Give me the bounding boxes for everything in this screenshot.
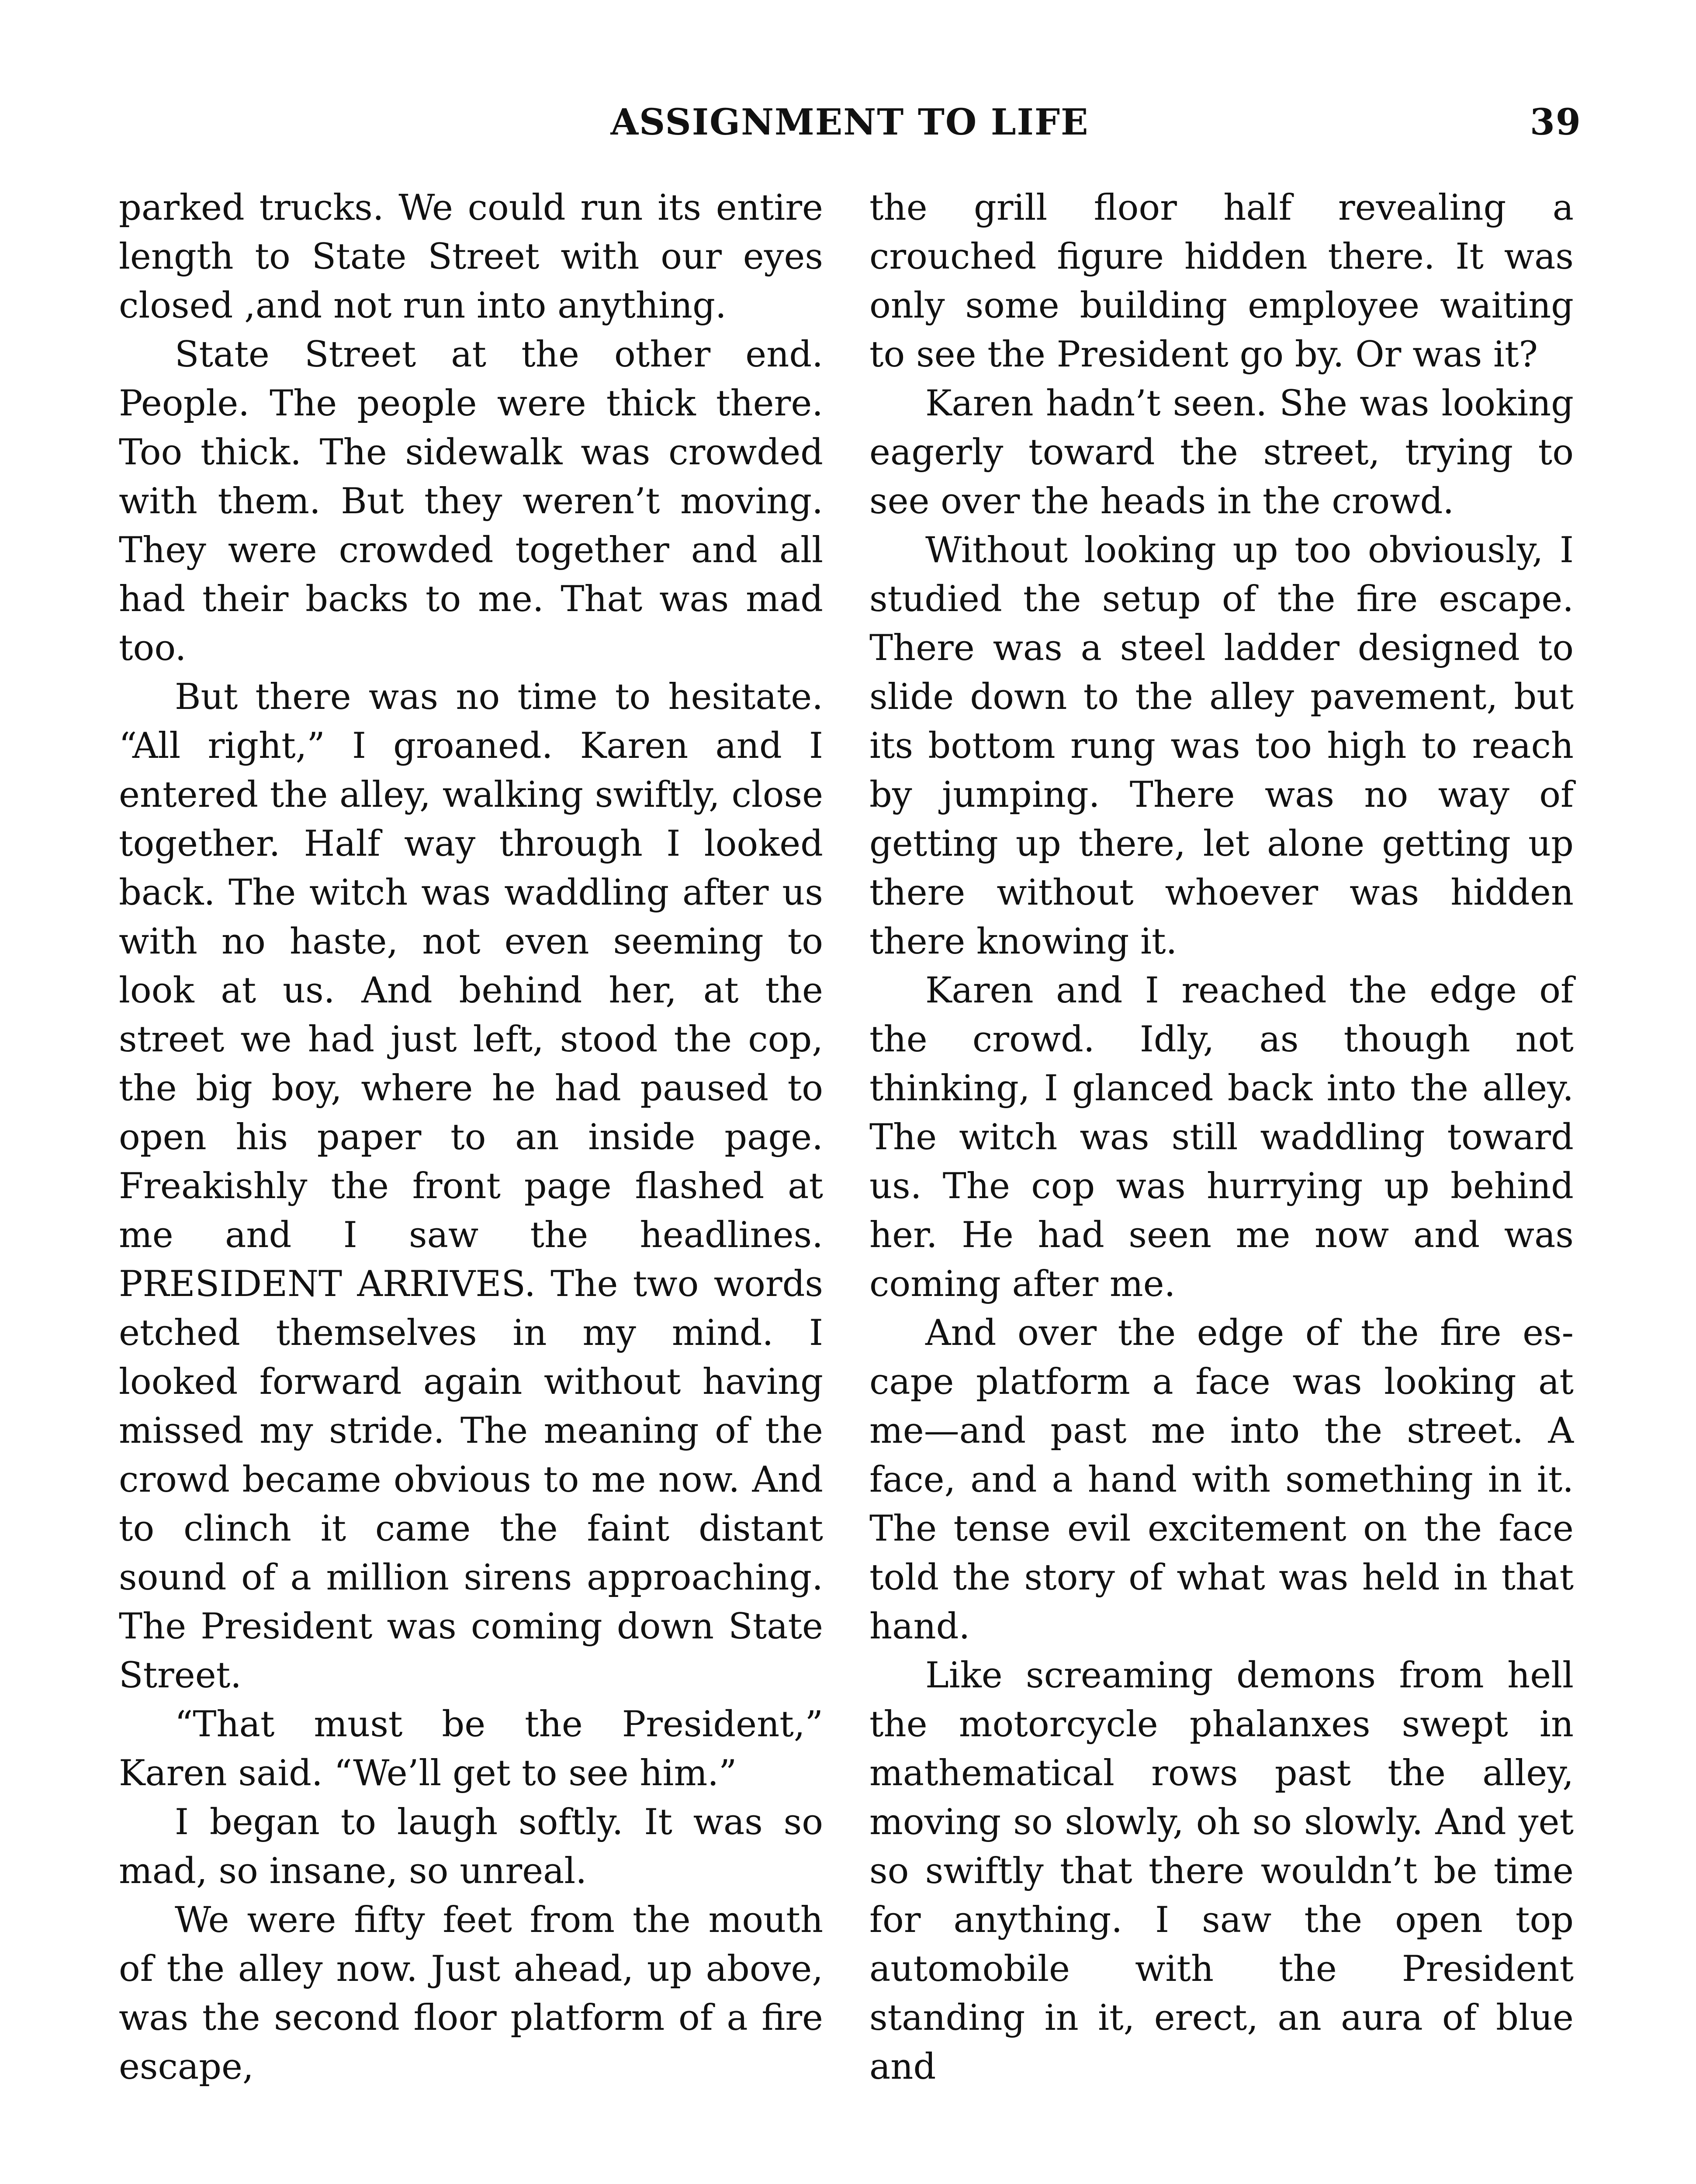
left-column bbox=[119, 183, 823, 2091]
paragraph: parked trucks. We could run its entire length to State Street with our eyes closed ,and not run into anything. bbox=[119, 187, 823, 326]
running-title: ASSIGNMENT TO LIFE bbox=[610, 101, 1089, 143]
paragraph: Karen hadn’t seen. She was looking eagerly toward the street, trying to see over the heads in the crowd. bbox=[869, 383, 1574, 522]
paragraph: And over the edge of the fire escape platform a face was looking at me—and past me into the street. A face, and a hand with something in it. The tense evil excitement on the face told the story of what was held in that hand. bbox=[869, 1313, 1574, 1647]
paragraph: the grill floor half revealing a crouched figure hidden there. It was only some building employee waiting to see the President go by. Or was it? bbox=[869, 187, 1574, 375]
paragraph: Without looking up too obviously, I studied the setup of the fire escape. There was a steel ladder designed to slide down to the alley pavement, but its bottom rung was too high to reach by jumping. There was no way of getting up there, let alone getting up there without whoever was hidden there knowing it. bbox=[869, 530, 1574, 962]
paragraph: Karen and I reached the edge of the crowd. Idly, as though not thinking, I glanced back into the alley. The witch was still waddling toward us. The cop was hurrying up behind her. He had seen me now and was coming after me. bbox=[869, 970, 1574, 1305]
paragraph: Like screaming demons from hell the motorcycle phalanxes swept in mathematical rows past the alley, moving so slowly, oh so slowly. And yet so swiftly that there wouldn’t be time for anything. I saw the open top automobile with the President standing in it, erect, an aura of blue and bbox=[869, 1655, 1574, 2087]
paragraph: But there was no time to hesitate. “All right,” I groaned. Karen and I entered the alley, walking swiftly, close together. Half way through I looked back. The witch was waddling after us with no haste, not even seeming to look at us. And behind her, at the street we had just left, stood the cop, the big boy, where he had paused to open his paper to an inside page. Freakishly the front page flashed at me and I saw the headlines. PRESIDENT ARRIVES. The two words etched themselves in my mind. I looked forward again without having missed my stride. The meaning of the crowd became obvious to me now. And to clinch it came the faint distant sound of a million sirens approaching. The President was coming down State Street. bbox=[119, 677, 823, 1696]
right-column bbox=[869, 183, 1574, 2091]
paragraph: I began to laugh softly. It was so mad, so insane, so unreal. bbox=[119, 1802, 823, 1892]
paragraph: We were fifty feet from the mouth of the alley now. Just ahead, up above, was the second floor platform of a fire escape, bbox=[119, 1900, 823, 2087]
paragraph: State Street at the other end. People. The people were thick there. Too thick. The sidewalk was crowded with them. But they weren’t moving. They were crowded together and all had their backs to me. That was mad too. bbox=[119, 334, 823, 669]
paragraph: “That must be the President,” Karen said. “We’ll get to see him.” bbox=[119, 1704, 823, 1794]
page-number: 39 bbox=[1530, 101, 1582, 143]
running-head bbox=[118, 101, 1582, 149]
